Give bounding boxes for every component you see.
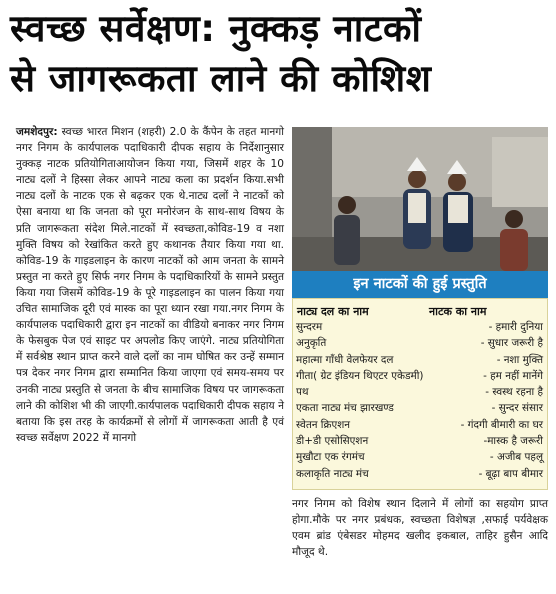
team-name: सुन्दरम xyxy=(296,321,323,333)
article-text-left: स्वच्छ भारत मिशन (शहरी) 2.0 के कैंपेन के तहत मानगो नगर निगम के कार्यपालक पदाधिकारी दीपक सहाय के निर्देशानुसार नुक्कड़ नाटक प्रतियोगिताआयोजन किया गया, जिसमें शहर के 10 नाट्य दलों ने हिस्सा लेकर आपने नाट्य कला का प्रदर्शन किया.सभी नाट्य दलों के नाटक एक से बढ़कर एक थे.नाट्य दलों ने नाटकों को ऐसा बनाया था कि जनता को पूरा मनोरंजन के साथ-साथ विषय के प्रति जागरूकता संदेश मिले.नाटकों में स्वच्छता,कोविड-19 व नशा मुक्ति विषय को रेखांकित करते हुए कथानक तैयार किया गया था. कोविड-19 के गाइडलाइन के कारण नाटकों को आम जनता के सामने प्रस्तुत ना करते हुए सिर्फ नगर निगम के पदाधिकारियों के सामने प्रस्तुत किया गया जिसमें कोविड-19 के पूरे गाइडलाइन का पालन किया गया उचित सामाजिक दूरी एवं मास्क का पूरा ध्यान रखा गया.नगर निगम के कार्यपालक पदाधिकारी द्वारा इन नाटकों का वीडियो बनाकर नगर निगम के फेसबुक पेज एवं साइट पर अपलोड किए जाएंगे. नाट्य प्रतियोगिता में सर्वश्रेष्ठ स्थान प्राप्त करने वाले दलों का नाम घोषित कर उन्हें सम्मान पत्र देकर नगर निगम द्वारा सम्मानित किया जाएगा एवं समय-समय पर उनकी नाट्य प्रस्तुति से जनता के बीच सामाजिक विषय पर जागरूकता लाने की कोशिश भी की जाएगी.कार्यपालक पदाधिकारी दीपक सहाय ने बताया कि इस तरह के कार्यक्रमों से लोगों में जागरूकता आती है एवं स्वच्छ सर्वेक्षण 2022 में मानगो xyxy=(16,126,284,444)
street-play-photo xyxy=(292,127,548,271)
team-name: एकता नाट्य मंच झारखण्ड xyxy=(296,402,394,415)
table-row xyxy=(293,417,547,433)
play-name: - बूढ़ा बाप बीमार xyxy=(478,467,543,480)
table-row xyxy=(293,319,547,335)
table-row xyxy=(293,449,547,465)
play-name: - गंदगी बीमारी का घर xyxy=(460,418,543,431)
table-row xyxy=(293,433,547,449)
team-name: मुखौटा एक रंगमंच xyxy=(296,451,365,464)
table-row xyxy=(293,466,547,482)
table-row xyxy=(293,400,547,416)
team-name: स्वेतन क्रिएशन xyxy=(296,418,351,431)
team-name: गीता( ग्रेट इंडियन थिएटर एकेडमी) xyxy=(296,369,424,382)
dateline: जमशेदपुर: xyxy=(16,126,58,138)
headline-line-1: स्वच्छ सर्वेक्षण: नुक्कड़ नाटकों xyxy=(10,7,422,50)
header-team: नाट्य दल का नाम xyxy=(297,305,369,318)
table-row xyxy=(293,335,547,351)
team-name: अनुकृति xyxy=(296,337,327,350)
play-name: - अजीब पहलू xyxy=(489,451,543,464)
team-name: पथ xyxy=(296,386,309,399)
table-row xyxy=(293,368,547,384)
team-name: महात्मा गाँधी वेलफेयर दल xyxy=(296,353,394,366)
headline-line-2: से जागरूकता लाने की कोशिश xyxy=(10,57,432,100)
play-name: - सुन्दर संसार xyxy=(491,402,543,415)
article-body-left xyxy=(16,124,284,446)
table-row xyxy=(293,384,547,400)
team-name: डी+डी एसोसिएशन xyxy=(296,435,369,448)
play-name: - स्वस्थ रहना है xyxy=(485,386,543,399)
play-name: - हमारी दुनिया xyxy=(488,321,543,333)
table-row xyxy=(293,352,547,368)
play-name: - सुधार जरूरी है xyxy=(480,337,543,350)
team-name: कलाकृति नाट्य मंच xyxy=(296,467,369,480)
play-name: - हम नहीं मानेंगे xyxy=(483,369,543,382)
plays-table xyxy=(292,298,548,490)
headline xyxy=(10,4,550,104)
caption-bar: इन नाटकों की हुई प्रस्तुति xyxy=(292,271,548,298)
article-photo xyxy=(292,127,548,271)
play-name: -मास्क है जरूरी xyxy=(483,435,543,448)
table-header xyxy=(293,299,547,319)
header-play: नाटक का नाम xyxy=(429,305,487,318)
play-name: - नशा मुक्ति xyxy=(496,353,543,366)
article-body-right: नगर निगम को विशेष स्थान दिलाने में लोगों का सहयोग प्राप्त होगा.मौके पर नगर प्रबंधक, स्वच्छता विशेषज्ञ ,सफाई पर्यवेक्षक एवम ब्रांड एंबेसडर मोहमद खलीद इकबाल, ताहिर हुसैन आदि मौजूद थे. xyxy=(292,498,548,559)
